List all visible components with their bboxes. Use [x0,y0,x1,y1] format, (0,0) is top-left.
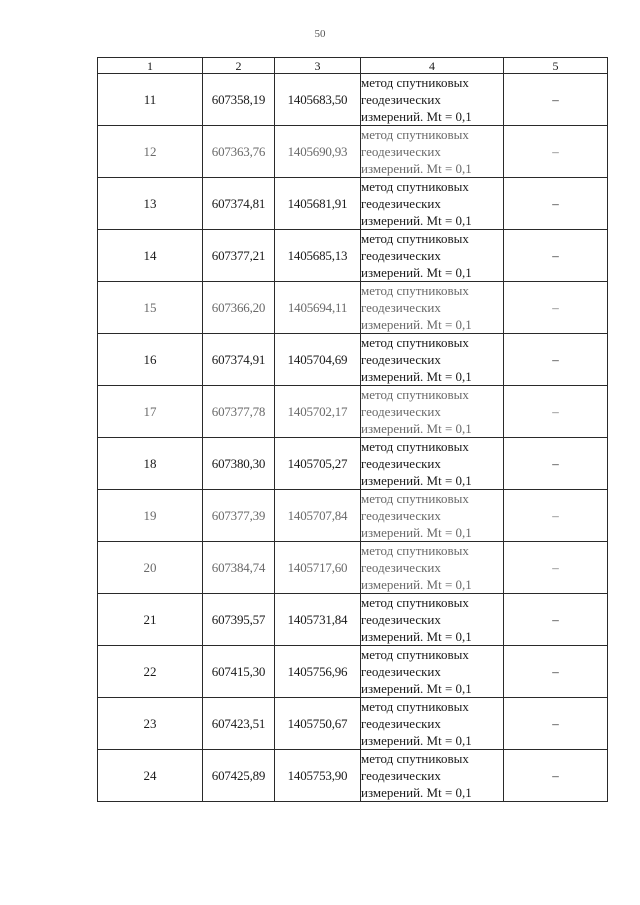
method-cell [361,126,504,178]
table-row [98,386,608,438]
y-coordinate-cell: 1405705,27 [275,438,361,490]
y-coordinate-cell: 1405681,91 [275,178,361,230]
x-coordinate-cell: 607380,30 [203,438,275,490]
method-text-line: метод спутниковых [361,595,469,610]
note-cell: – [504,646,608,698]
method-text-line: измерений. Mt = 0,1 [361,785,472,800]
method-text-line: метод спутниковых [361,335,469,350]
note-cell: – [504,282,608,334]
method-cell [361,334,504,386]
table-header-row [98,58,608,74]
method-text-line: измерений. Mt = 0,1 [361,161,472,176]
method-text-line: метод спутниковых [361,387,469,402]
method-text-line: геодезических [361,248,441,263]
y-coordinate-cell: 1405694,11 [275,282,361,334]
column-header-5: 5 [504,58,608,74]
note-cell: – [504,698,608,750]
x-coordinate-cell: 607366,20 [203,282,275,334]
point-number-cell: 18 [98,438,203,490]
method-text-line: геодезических [361,456,441,471]
x-coordinate-cell: 607358,19 [203,74,275,126]
y-coordinate-cell: 1405731,84 [275,594,361,646]
method-text-line: измерений. Mt = 0,1 [361,473,472,488]
column-header-1: 1 [98,58,203,74]
method-cell [361,178,504,230]
table-row [98,490,608,542]
method-text-line: метод спутниковых [361,127,469,142]
x-coordinate-cell: 607377,21 [203,230,275,282]
method-cell [361,594,504,646]
table-row [98,542,608,594]
x-coordinate-cell: 607415,30 [203,646,275,698]
method-cell [361,74,504,126]
x-coordinate-cell: 607363,76 [203,126,275,178]
method-text-line: измерений. Mt = 0,1 [361,421,472,436]
column-header-2: 2 [203,58,275,74]
method-text-line: измерений. Mt = 0,1 [361,369,472,384]
method-text-line: метод спутниковых [361,491,469,506]
note-cell: – [504,750,608,802]
point-number-cell: 22 [98,646,203,698]
method-text-line: геодезических [361,508,441,523]
point-number-cell: 12 [98,126,203,178]
y-coordinate-cell: 1405685,13 [275,230,361,282]
y-coordinate-cell: 1405750,67 [275,698,361,750]
x-coordinate-cell: 607384,74 [203,542,275,594]
method-text-line: геодезических [361,612,441,627]
note-cell: – [504,386,608,438]
point-number-cell: 14 [98,230,203,282]
method-cell [361,438,504,490]
point-number-cell: 23 [98,698,203,750]
note-cell: – [504,126,608,178]
method-text-line: геодезических [361,352,441,367]
method-cell [361,282,504,334]
method-text-line: геодезических [361,300,441,315]
point-number-cell: 24 [98,750,203,802]
method-cell [361,698,504,750]
table-row [98,698,608,750]
method-cell [361,490,504,542]
table-row [98,646,608,698]
y-coordinate-cell: 1405756,96 [275,646,361,698]
table-row [98,438,608,490]
method-text-line: геодезических [361,768,441,783]
column-header-3: 3 [275,58,361,74]
point-number-cell: 19 [98,490,203,542]
method-text-line: измерений. Mt = 0,1 [361,577,472,592]
method-text-line: метод спутниковых [361,75,469,90]
y-coordinate-cell: 1405707,84 [275,490,361,542]
method-cell [361,750,504,802]
table-row [98,126,608,178]
method-text-line: измерений. Mt = 0,1 [361,629,472,644]
method-text-line: геодезических [361,560,441,575]
x-coordinate-cell: 607374,91 [203,334,275,386]
method-cell [361,230,504,282]
table-row [98,282,608,334]
table-body [98,74,608,802]
y-coordinate-cell: 1405704,69 [275,334,361,386]
point-number-cell: 15 [98,282,203,334]
method-text-line: метод спутниковых [361,439,469,454]
note-cell: – [504,178,608,230]
method-cell [361,542,504,594]
point-number-cell: 16 [98,334,203,386]
method-text-line: геодезических [361,404,441,419]
point-number-cell: 17 [98,386,203,438]
x-coordinate-cell: 607374,81 [203,178,275,230]
method-text-line: метод спутниковых [361,647,469,662]
table-row [98,750,608,802]
method-cell [361,386,504,438]
y-coordinate-cell: 1405753,90 [275,750,361,802]
method-text-line: метод спутниковых [361,231,469,246]
column-header-4: 4 [361,58,504,74]
method-text-line: геодезических [361,716,441,731]
note-cell: – [504,334,608,386]
x-coordinate-cell: 607423,51 [203,698,275,750]
point-number-cell: 21 [98,594,203,646]
method-text-line: измерений. Mt = 0,1 [361,317,472,332]
method-text-line: геодезических [361,92,441,107]
method-text-line: метод спутниковых [361,699,469,714]
method-text-line: метод спутниковых [361,751,469,766]
note-cell: – [504,230,608,282]
method-text-line: измерений. Mt = 0,1 [361,733,472,748]
method-text-line: метод спутниковых [361,283,469,298]
point-number-cell: 11 [98,74,203,126]
x-coordinate-cell: 607395,57 [203,594,275,646]
note-cell: – [504,490,608,542]
note-cell: – [504,594,608,646]
point-number-cell: 13 [98,178,203,230]
x-coordinate-cell: 607425,89 [203,750,275,802]
y-coordinate-cell: 1405702,17 [275,386,361,438]
coordinates-table [97,57,608,802]
x-coordinate-cell: 607377,78 [203,386,275,438]
table-row [98,74,608,126]
table-row [98,178,608,230]
method-text-line: метод спутниковых [361,179,469,194]
y-coordinate-cell: 1405690,93 [275,126,361,178]
method-text-line: геодезических [361,664,441,679]
page-number: 50 [314,28,326,40]
point-number-cell: 20 [98,542,203,594]
method-cell [361,646,504,698]
method-text-line: геодезических [361,144,441,159]
y-coordinate-cell: 1405717,60 [275,542,361,594]
method-text-line: измерений. Mt = 0,1 [361,265,472,280]
y-coordinate-cell: 1405683,50 [275,74,361,126]
method-text-line: измерений. Mt = 0,1 [361,525,472,540]
method-text-line: метод спутниковых [361,543,469,558]
table-row [98,230,608,282]
method-text-line: геодезических [361,196,441,211]
note-cell: – [504,542,608,594]
method-text-line: измерений. Mt = 0,1 [361,213,472,228]
x-coordinate-cell: 607377,39 [203,490,275,542]
table-row [98,334,608,386]
table-row [98,594,608,646]
method-text-line: измерений. Mt = 0,1 [361,109,472,124]
note-cell: – [504,74,608,126]
note-cell: – [504,438,608,490]
method-text-line: измерений. Mt = 0,1 [361,681,472,696]
